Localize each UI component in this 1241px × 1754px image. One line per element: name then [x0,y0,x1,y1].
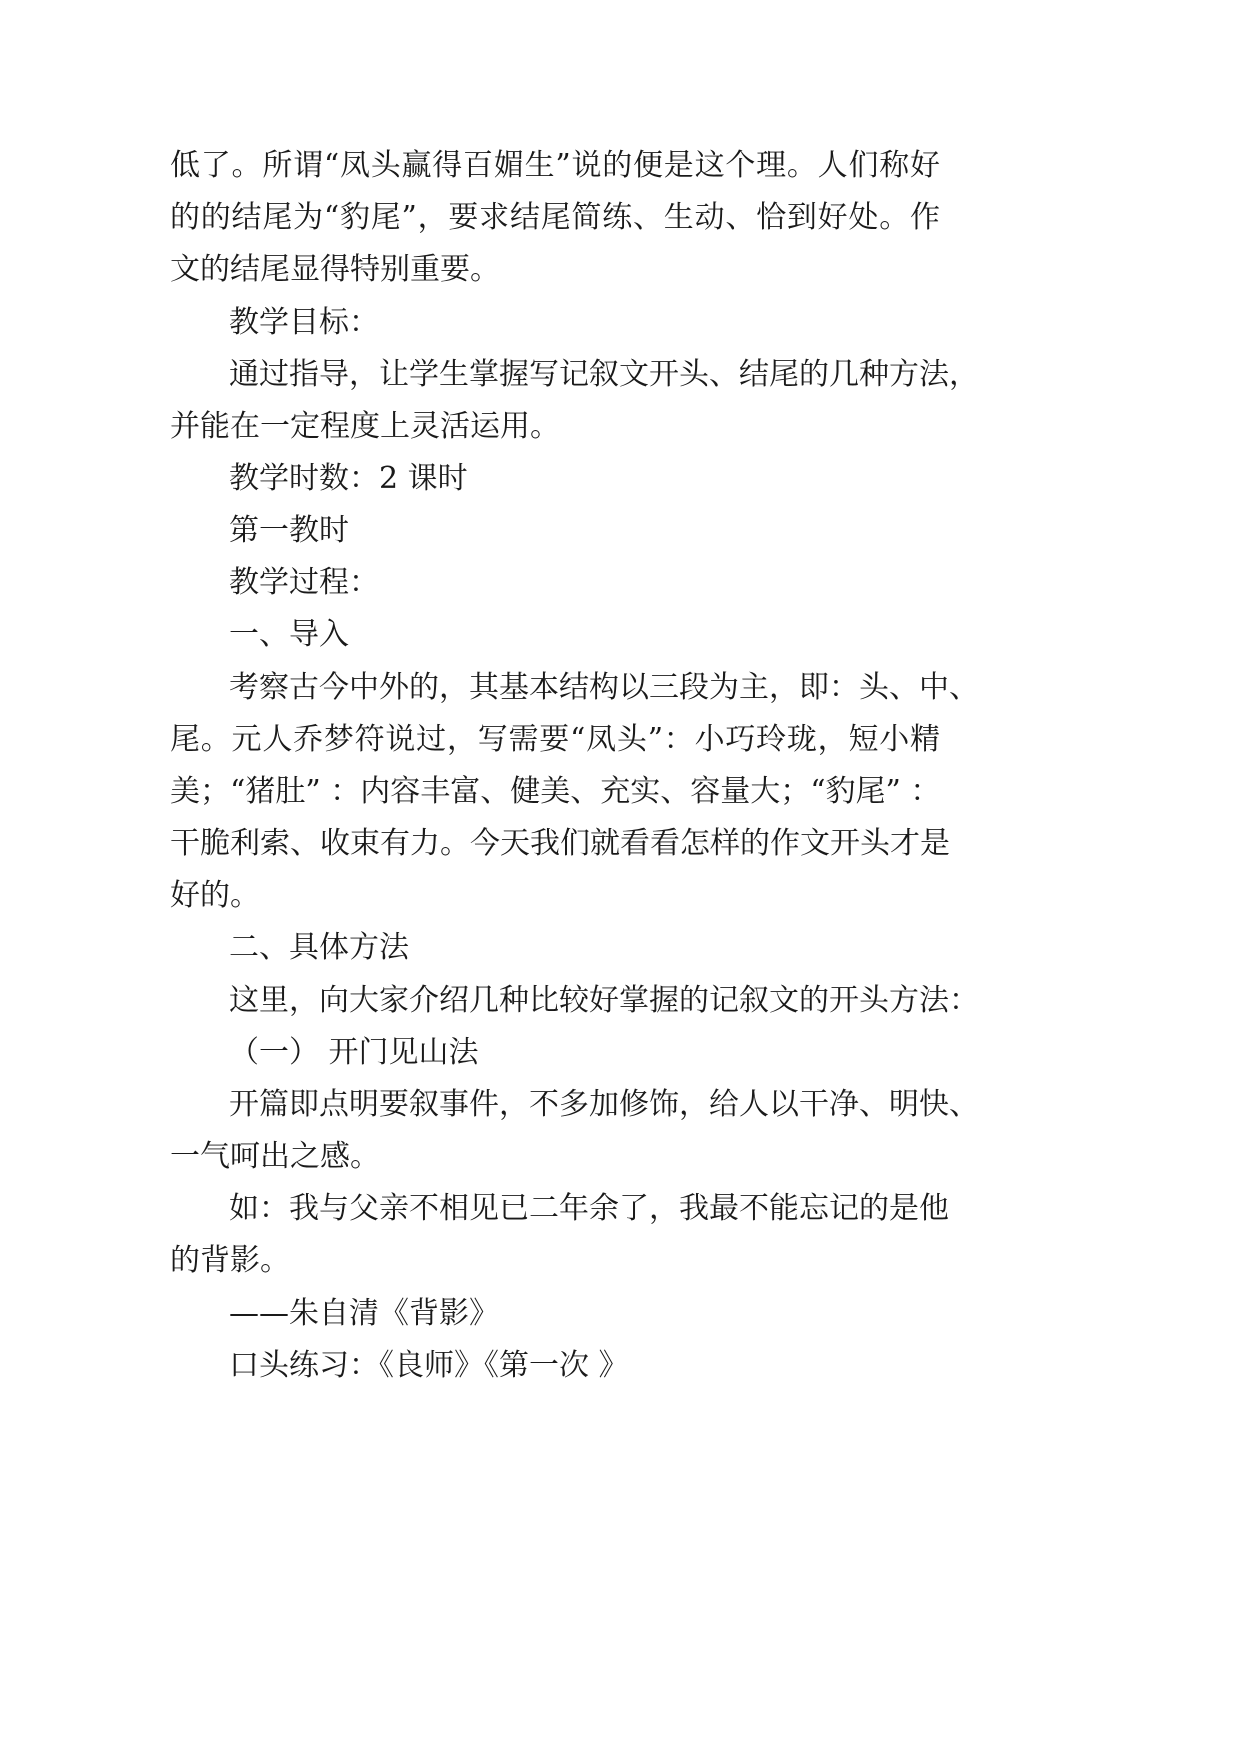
text-line: 口头练习：《良师》《第一次 》 [229,1348,629,1383]
section-heading: 一、导入 [229,617,349,652]
text-line: 的的结尾为“豹尾”，要求结尾简练、生动、恰到好处。作 [170,200,940,235]
text-line: 通过指导，让学生掌握写记叙文开头、结尾的几种方法， [229,357,979,392]
section-heading: （一） 开门见山法 [229,1035,479,1070]
text-line: 文的结尾显得特别重要。 [170,252,500,287]
text-line: 一气呵出之感。 [170,1139,380,1174]
text-line: 考察古今中外的，其基本结构以三段为主，即：头、中、 [229,670,979,705]
text-line: 教学时数：2 课时 [229,461,468,496]
text-line: 美；“猪肚” ：内容丰富、健美、充实、容量大；“豹尾” ： [170,774,941,809]
section-heading: 第一教时 [229,513,349,548]
text-line: 开篇即点明要叙事件，不多加修饰，给人以干净、明快、 [229,1087,979,1122]
text-line: 尾。元人乔梦符说过，写需要“凤头”：小巧玲珑，短小精 [170,722,940,757]
section-heading: 二、具体方法 [229,930,409,965]
text-line: 干脆利索、收束有力。今天我们就看看怎样的作文开头才是 [170,826,950,861]
text-line: 低了。所谓“凤头赢得百媚生”说的便是这个理。人们称好 [170,148,940,183]
section-heading: 教学目标： [229,305,379,340]
section-heading: 教学过程： [229,565,379,600]
text-line: 如：我与父亲不相见已二年余了，我最不能忘记的是他 [229,1191,949,1226]
citation: ——朱自清《背影》 [229,1296,499,1331]
text-line: 好的。 [170,878,260,913]
text-line: 并能在一定程度上灵活运用。 [170,409,560,444]
text-line: 这里，向大家介绍几种比较好掌握的记叙文的开头方法： [229,983,979,1018]
text-line: 的背影。 [170,1243,290,1278]
